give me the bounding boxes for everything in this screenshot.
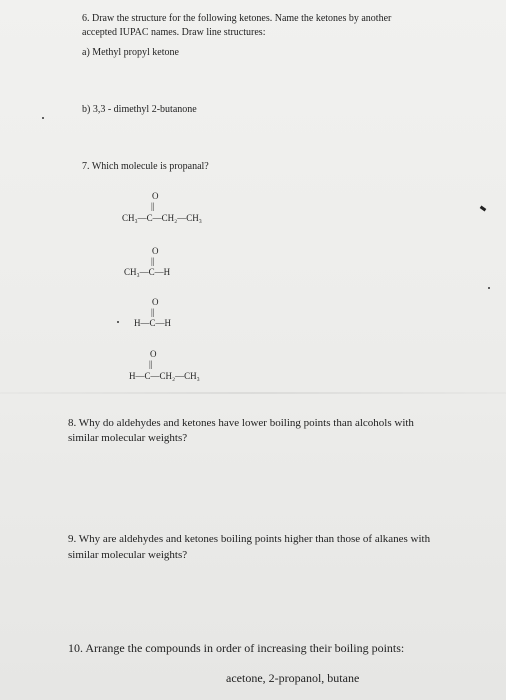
- q9-line1: 9. Why are aldehydes and ketones boiling points higher than those of alkanes with: [68, 533, 431, 545]
- molecule-2-oxygen: O: [152, 246, 159, 256]
- molecule-4-double-bond: ||: [149, 359, 153, 369]
- molecule-3-oxygen: O: [152, 297, 159, 307]
- q7-question: 7. Which molecule is propanal?: [82, 161, 209, 172]
- q6-line1: 6. Draw the structure for the following ketones. Name the ketones by another: [82, 13, 392, 24]
- q9-line2: similar molecular weights?: [68, 549, 188, 561]
- stray-pen-mark: [480, 206, 487, 212]
- molecule-1-double-bond: ||: [151, 201, 155, 211]
- molecule-3-double-bond: ||: [151, 307, 155, 317]
- q8-line1: 8. Why do aldehydes and ketones have lower boiling points than alcohols with: [68, 417, 414, 429]
- q6-line2: accepted IUPAC names. Draw line structures:: [82, 27, 266, 38]
- q10-compounds: acetone, 2-propanol, butane: [226, 671, 360, 685]
- molecule-1-oxygen: O: [152, 191, 159, 201]
- q10-question: 10. Arrange the compounds in order of increasing their boiling points:: [68, 641, 405, 655]
- stray-dot: [42, 117, 44, 119]
- molecule-4-oxygen: O: [150, 349, 157, 359]
- molecule-2-double-bond: ||: [151, 256, 155, 266]
- stray-dot: [488, 287, 490, 289]
- stray-dot: [117, 321, 119, 323]
- molecule-2-formula: CH₃—C—H: [124, 267, 171, 277]
- molecule-4-formula: H—C—CH₂—CH₃: [129, 371, 200, 381]
- molecule-1-formula: CH₃—C—CH₂—CH₃: [122, 213, 202, 223]
- q8-line2: similar molecular weights?: [68, 432, 188, 444]
- q6-part-b: b) 3,3 - dimethyl 2-butanone: [82, 104, 197, 115]
- q6-part-a: a) Methyl propyl ketone: [82, 47, 179, 58]
- molecule-3-formula: H—C—H: [134, 318, 172, 328]
- paper-fold: [0, 392, 506, 394]
